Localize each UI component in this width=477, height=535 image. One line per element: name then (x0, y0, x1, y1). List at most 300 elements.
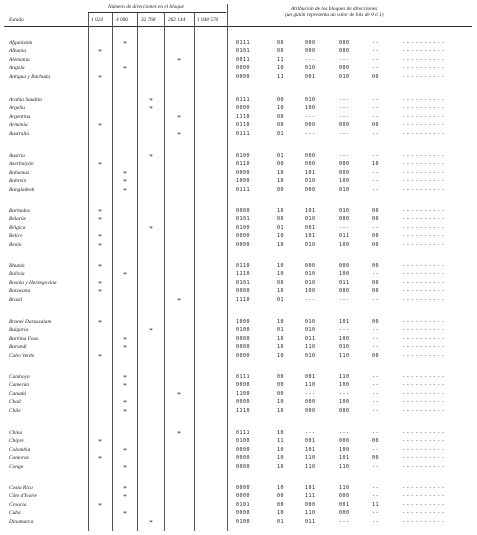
bit-field: -- (372, 65, 380, 72)
bit-field: 11 (372, 501, 380, 508)
bit-field: 101 (339, 319, 350, 325)
bit-field: ---------- (402, 224, 447, 231)
bit-field: 10 (277, 169, 285, 176)
table-row (0, 373, 477, 381)
bit-field: 000 (339, 161, 350, 168)
bit-field: -- (372, 374, 380, 380)
bit-field: --- (305, 56, 316, 63)
asterisk-mark: * (149, 96, 153, 105)
bit-field: -- (372, 335, 380, 342)
bit-field: --- (339, 430, 350, 436)
country-name: Australia (9, 130, 30, 137)
bit-field: 000 (339, 48, 350, 55)
table-row (0, 352, 477, 360)
table-row (0, 104, 477, 112)
bit-field: 010 (305, 352, 316, 359)
bit-field: 000 (305, 186, 316, 193)
table-row (0, 152, 477, 160)
bit-field: 0011 (236, 56, 251, 63)
country-name: Azerbaiyán (9, 161, 34, 168)
bit-field: 111 (305, 493, 316, 500)
country-name: Comoras (9, 455, 29, 462)
bit-field: ---------- (402, 407, 447, 414)
bit-field: -- (372, 153, 380, 159)
bit-field: 10 (277, 344, 285, 351)
bit-field: 00 (277, 122, 285, 129)
table-row (0, 96, 477, 104)
bit-field: 00 (277, 216, 285, 223)
asterisk-mark: * (98, 240, 102, 250)
bit-field: 0000 (236, 208, 251, 214)
bit-field: 00 (277, 97, 285, 103)
asterisk-mark: * (123, 398, 127, 408)
country-name: Colombia (9, 446, 31, 453)
bit-field: 0111 (236, 374, 251, 380)
bit-field: -- (372, 510, 380, 517)
numero-underline (88, 12, 226, 13)
bit-field: 0000 (236, 335, 251, 342)
bit-field: -- (372, 48, 380, 55)
bit-field: --- (339, 130, 350, 137)
asterisk-mark: * (98, 121, 102, 131)
bit-field: 00 (372, 73, 380, 80)
bit-field: 00 (372, 208, 380, 214)
bit-field: ---------- (402, 153, 447, 159)
bit-field: ---------- (402, 105, 447, 112)
table-row (0, 73, 477, 81)
bit-field: 1000 (236, 178, 251, 185)
bit-field: -- (372, 105, 380, 112)
bit-field: 1110 (236, 113, 251, 120)
table-row (0, 335, 477, 343)
asterisk-mark: * (123, 406, 127, 416)
bit-field: 0000 (236, 73, 251, 80)
bit-field: 101 (305, 446, 316, 453)
bit-field: 0101 (236, 216, 251, 223)
bit-field: 001 (339, 501, 350, 508)
asterisk-mark: * (98, 454, 102, 464)
column-header-262144: 262 144 (168, 17, 186, 23)
bit-field: 110 (305, 455, 316, 462)
bit-field: -- (372, 399, 380, 406)
asterisk-mark: * (177, 112, 181, 122)
bit-field: 000 (339, 510, 350, 517)
country-name: Bolivia (9, 271, 25, 278)
bit-field: ---------- (402, 113, 447, 120)
asterisk-mark: * (123, 381, 127, 391)
country-name: Austria (9, 153, 25, 159)
column-header-32768: 32 768 (141, 17, 156, 23)
table-row (0, 215, 477, 223)
bit-field: 1110 (236, 407, 251, 414)
bit-field: 001 (305, 224, 316, 231)
table-row (0, 224, 477, 232)
bit-field: 000 (305, 399, 316, 406)
country-name: Bélgica (9, 224, 26, 231)
bit-field: ---------- (402, 374, 447, 380)
bit-field: -- (372, 463, 380, 470)
bit-field: 0101 (236, 279, 251, 286)
asterisk-mark: * (123, 445, 127, 455)
bit-field: -- (372, 97, 380, 103)
bit-field: 001 (305, 438, 316, 445)
country-name: Argentina (9, 113, 31, 120)
asterisk-mark: * (123, 509, 127, 519)
bit-field: 10 (372, 161, 380, 168)
table-row (0, 463, 477, 471)
bit-field: ---------- (402, 463, 447, 470)
bit-field: ---------- (402, 169, 447, 176)
bit-field: 010 (305, 279, 316, 286)
asterisk-mark: * (123, 373, 127, 382)
bit-field: 00 (372, 288, 380, 295)
bit-field: ---------- (402, 446, 447, 453)
bit-field: -- (372, 224, 380, 231)
bit-field: 0000 (236, 485, 251, 491)
bit-field: 000 (339, 493, 350, 500)
asterisk-mark: * (98, 160, 102, 170)
bit-field: 010 (339, 208, 350, 214)
bit-field: 01 (277, 518, 285, 525)
bit-field: 0000 (236, 455, 251, 462)
country-name: Belarús (9, 216, 26, 223)
bit-field: --- (305, 130, 316, 137)
bit-field: 110 (305, 463, 316, 470)
bit-field: -- (372, 382, 380, 389)
bit-field: 0000 (236, 463, 251, 470)
asterisk-mark: * (149, 152, 153, 161)
bit-field: ---------- (402, 288, 447, 295)
bit-field: 0111 (236, 40, 251, 46)
bit-field: 101 (305, 485, 316, 491)
bit-field: ---------- (402, 319, 447, 325)
bit-field: 0110 (236, 122, 251, 129)
bit-field: 10 (277, 455, 285, 462)
country-name: Bulgaria (9, 327, 29, 334)
bit-field: 00 (277, 40, 285, 46)
asterisk-mark: * (123, 462, 127, 472)
country-name: Burundi (9, 344, 27, 351)
country-name: Canadá (9, 390, 27, 397)
bit-field: ---------- (402, 97, 447, 103)
bit-field: 010 (305, 65, 316, 72)
table-row (0, 343, 477, 351)
table-row (0, 169, 477, 177)
table-row (0, 390, 477, 398)
table-row (0, 437, 477, 445)
country-name: Bahrein (9, 178, 27, 185)
table-row (0, 39, 477, 47)
country-name: China (9, 430, 23, 436)
bit-field: ---------- (402, 241, 447, 248)
bit-field: ---------- (402, 233, 447, 240)
bit-field: 10 (277, 352, 285, 359)
country-name: Camboya (9, 374, 30, 380)
bit-field: 11 (277, 438, 285, 445)
bit-field: ---------- (402, 186, 447, 193)
country-name: Costa Rica (9, 485, 33, 491)
bit-field: 010 (339, 186, 350, 193)
table-row (0, 318, 477, 326)
bit-field: 000 (339, 169, 350, 176)
bit-field: 101 (305, 233, 316, 240)
bit-field: 110 (339, 352, 350, 359)
bit-field: ---------- (402, 279, 447, 286)
bit-field: ---------- (402, 216, 447, 223)
bit-field: 010 (339, 73, 350, 80)
bit-field: 1100 (236, 390, 251, 397)
table-row (0, 429, 477, 437)
table-row (0, 296, 477, 304)
bit-field: --- (339, 113, 350, 120)
table-row (0, 160, 477, 168)
asterisk-mark: * (98, 437, 102, 447)
country-name: Bosnia y Herzegovina (9, 279, 57, 286)
bit-field: 000 (305, 48, 316, 55)
asterisk-mark: * (177, 295, 181, 305)
bit-field: -- (372, 40, 380, 46)
asterisk-mark: * (123, 64, 127, 74)
asterisk-mark: * (177, 55, 181, 65)
table-row (0, 241, 477, 249)
asterisk-mark: * (98, 232, 102, 242)
bit-field: 00 (372, 241, 380, 248)
bit-field: --- (339, 97, 350, 103)
bit-field: 110 (339, 463, 350, 470)
bit-field: ---------- (402, 48, 447, 55)
asterisk-mark: * (149, 104, 153, 114)
bit-field: 0000 (236, 399, 251, 406)
bit-field: 110 (305, 510, 316, 517)
bit-field: 010 (305, 178, 316, 185)
bit-field: ---------- (402, 122, 447, 129)
bit-field: 000 (339, 40, 350, 46)
bit-field: 011 (305, 335, 316, 342)
bit-field: --- (305, 113, 316, 120)
bit-field: 0100 (236, 327, 251, 334)
bit-field: 0000 (236, 382, 251, 389)
bit-field: ---------- (402, 352, 447, 359)
asterisk-mark: * (98, 215, 102, 225)
bit-field: -- (372, 296, 380, 303)
bit-field: 000 (339, 407, 350, 414)
bit-field: 000 (339, 288, 350, 295)
bit-field: 00 (277, 382, 285, 389)
atribucion-header-line2: (un guión representa un valor de bits de 0 ó 1) (285, 12, 384, 18)
table-row (0, 381, 477, 389)
bit-field: 01 (277, 327, 285, 334)
asterisk-mark: * (149, 326, 153, 336)
column-header-4096: 4 096 (116, 17, 128, 23)
bit-field: 0100 (236, 438, 251, 445)
bit-field: --- (305, 430, 316, 436)
bit-field: 0000 (236, 288, 251, 295)
bit-field: 011 (339, 279, 350, 286)
bit-field: 101 (305, 208, 316, 214)
bit-field: 0101 (236, 501, 251, 508)
bit-field: 100 (339, 382, 350, 389)
country-name: Barbados (9, 208, 30, 214)
country-name: Armenia (9, 122, 28, 129)
bit-field: 110 (339, 485, 350, 491)
bit-field: 01 (277, 130, 285, 137)
bit-field: ---------- (402, 518, 447, 525)
bit-field: 0000 (236, 65, 251, 72)
bit-field: ---------- (402, 161, 447, 168)
asterisk-mark: * (123, 334, 127, 344)
bit-field: 010 (305, 327, 316, 334)
bit-field: -- (372, 271, 380, 278)
bit-field: 10 (277, 407, 285, 414)
bit-field: 1110 (236, 296, 251, 303)
bit-field: 00 (277, 113, 285, 120)
bit-field: 01 (277, 153, 285, 159)
asterisk-mark: * (123, 484, 127, 493)
bit-field: 000 (305, 501, 316, 508)
bit-field: ---------- (402, 399, 447, 406)
bit-field: 00 (372, 216, 380, 223)
bit-field: -- (372, 56, 380, 63)
bit-field: -- (372, 390, 380, 397)
asterisk-mark: * (149, 223, 153, 233)
asterisk-mark: * (149, 517, 153, 527)
bit-field: --- (339, 56, 350, 63)
table-row (0, 446, 477, 454)
bit-field: 0000 (236, 105, 251, 112)
table-row (0, 186, 477, 194)
table-row (0, 64, 477, 72)
bit-field: 10 (277, 463, 285, 470)
table-row (0, 287, 477, 295)
asterisk-mark: * (98, 262, 102, 271)
bit-field: 10 (277, 399, 285, 406)
bit-field: -- (372, 485, 380, 491)
country-name: Benin (9, 241, 22, 248)
bit-field: ---------- (402, 485, 447, 491)
bit-field: 010 (305, 97, 316, 103)
bit-field: 00 (277, 493, 285, 500)
country-name: Congo (9, 463, 24, 470)
bit-field: 010 (305, 271, 316, 278)
bit-field: ---------- (402, 263, 447, 269)
bit-field: 0000 (236, 233, 251, 240)
table-row (0, 56, 477, 64)
bit-field: 00 (277, 374, 285, 380)
bit-field: --- (339, 296, 350, 303)
column-header-1048576: 1 048 576 (197, 17, 219, 23)
bit-field: 00 (277, 186, 285, 193)
asterisk-mark: * (98, 72, 102, 82)
country-name: Camerún (9, 382, 30, 389)
bit-field: --- (339, 153, 350, 159)
bit-field: 101 (339, 455, 350, 462)
bit-field: 10 (277, 446, 285, 453)
bit-field: ---------- (402, 335, 447, 342)
bit-field: --- (339, 518, 350, 525)
table-row (0, 130, 477, 138)
bit-field: 000 (339, 122, 350, 129)
bit-field: -- (372, 446, 380, 453)
bit-field: 100 (339, 271, 350, 278)
bit-field: -- (372, 327, 380, 334)
bit-field: 000 (305, 263, 316, 269)
bit-field: 10 (277, 241, 285, 248)
bit-field: 00 (372, 279, 380, 286)
bit-field: 000 (305, 407, 316, 414)
bit-field: 0000 (236, 352, 251, 359)
asterisk-mark: * (123, 168, 127, 178)
table-row (0, 407, 477, 415)
bit-field: 0101 (236, 48, 251, 55)
asterisk-mark: * (177, 129, 181, 139)
country-name: Argelia (9, 105, 25, 112)
bit-field: 10 (277, 233, 285, 240)
asterisk-mark: * (98, 278, 102, 288)
bit-field: 10 (277, 485, 285, 491)
bit-field: 00 (372, 122, 380, 129)
asterisk-mark: * (123, 492, 127, 502)
bit-field: 0100 (236, 224, 251, 231)
bit-field: 0110 (236, 161, 251, 168)
bit-field: --- (305, 296, 316, 303)
bit-field: 0111 (236, 186, 251, 193)
bit-field: 000 (339, 438, 350, 445)
country-name: Chile (9, 407, 21, 414)
asterisk-mark: * (177, 429, 181, 438)
bit-field: --- (339, 105, 350, 112)
bit-field: -- (372, 518, 380, 525)
bit-field: 00 (372, 233, 380, 240)
bit-field: 011 (305, 518, 316, 525)
bit-field: ---------- (402, 438, 447, 445)
bit-field: 10 (277, 510, 285, 517)
bit-field: 00 (372, 438, 380, 445)
asterisk-mark: * (177, 389, 181, 399)
country-name: Bangladesh (9, 186, 35, 193)
country-name: Bahamas (9, 169, 30, 176)
bit-field: 0111 (236, 430, 251, 436)
bit-field: 0110 (236, 263, 251, 269)
table-row (0, 177, 477, 185)
bit-field: ---------- (402, 327, 447, 334)
bit-field: ---------- (402, 271, 447, 278)
country-name: Chad (9, 399, 21, 406)
bit-field: 10 (277, 430, 285, 436)
bit-field: -- (372, 169, 380, 176)
bit-field: ---------- (402, 501, 447, 508)
bit-field: 001 (305, 374, 316, 380)
bit-field: 10 (277, 208, 285, 214)
bit-field: 110 (305, 344, 316, 351)
bit-field: 000 (339, 263, 350, 269)
country-name: Afganistán (9, 40, 33, 46)
country-name: Botswana (9, 288, 31, 295)
bit-field: 00 (277, 279, 285, 286)
country-name: Brasil (9, 296, 23, 303)
bit-field: 000 (339, 216, 350, 223)
bit-field: 100 (339, 399, 350, 406)
bit-field: 00 (277, 501, 285, 508)
country-name: Belice (9, 233, 23, 240)
table-row (0, 47, 477, 55)
country-name: Cabo Verde (9, 352, 35, 359)
asterisk-mark: * (98, 351, 102, 361)
bit-field: 10 (277, 263, 285, 269)
bit-field: 000 (305, 40, 316, 46)
bit-field: 011 (339, 233, 350, 240)
atribucion-header-line1: Atribución de los bloques de direcciones (291, 6, 378, 12)
bit-field: ---------- (402, 382, 447, 389)
